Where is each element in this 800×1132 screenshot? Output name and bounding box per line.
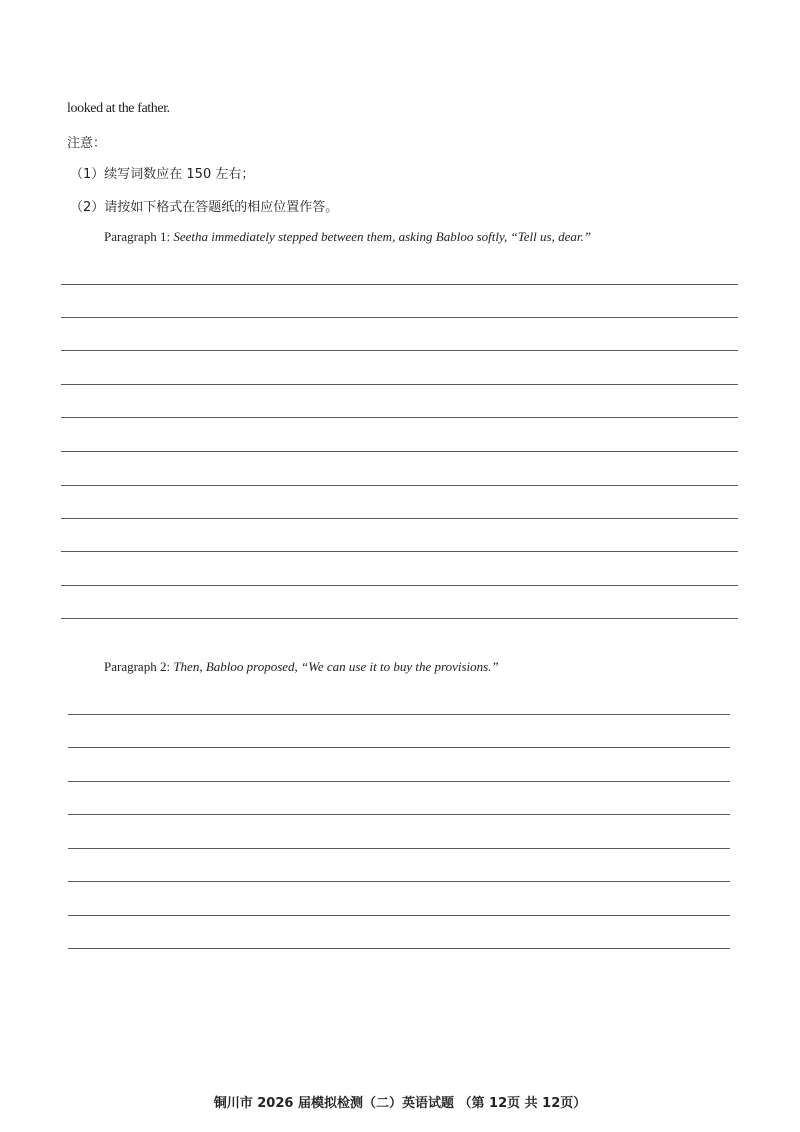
paragraph-2-label: Paragraph 2: (104, 659, 174, 674)
writing-line (61, 417, 738, 418)
notes-heading: 注意： (67, 136, 107, 151)
writing-line (68, 948, 730, 949)
writing-line (68, 881, 730, 882)
note-item-1: （1）续写词数应在 150 左右； (70, 167, 255, 182)
writing-line (61, 350, 738, 351)
writing-line (61, 518, 738, 519)
continuation-text: looked at the father. (67, 101, 170, 116)
writing-line (61, 317, 738, 318)
writing-line (68, 915, 730, 916)
note-item-2: （2）请按如下格式在答题纸的相应位置作答。 (70, 200, 339, 215)
writing-line (61, 284, 738, 285)
writing-line (68, 714, 730, 715)
writing-line (61, 384, 738, 385)
writing-line (68, 848, 730, 849)
paragraph-2-text: Then, Babloo proposed, “We can use it to buy the provisions.” (173, 659, 499, 674)
paragraph-1-text: Seetha immediately stepped between them, asking Babloo softly, “Tell us, dear.” (173, 229, 591, 244)
paragraph-1-label: Paragraph 1: (104, 229, 174, 244)
writing-line (61, 485, 738, 486)
writing-line (61, 585, 738, 586)
paragraph-2-prompt (104, 659, 499, 675)
writing-line (68, 781, 730, 782)
writing-line (61, 551, 738, 552)
writing-line (68, 747, 730, 748)
writing-line (68, 814, 730, 815)
writing-line (61, 618, 738, 619)
writing-line (61, 451, 738, 452)
page-footer: 铜川市 2026 届模拟检测（二）英语试题 （第 12页 共 12页） (213, 1096, 587, 1111)
paragraph-1-prompt (104, 229, 591, 245)
